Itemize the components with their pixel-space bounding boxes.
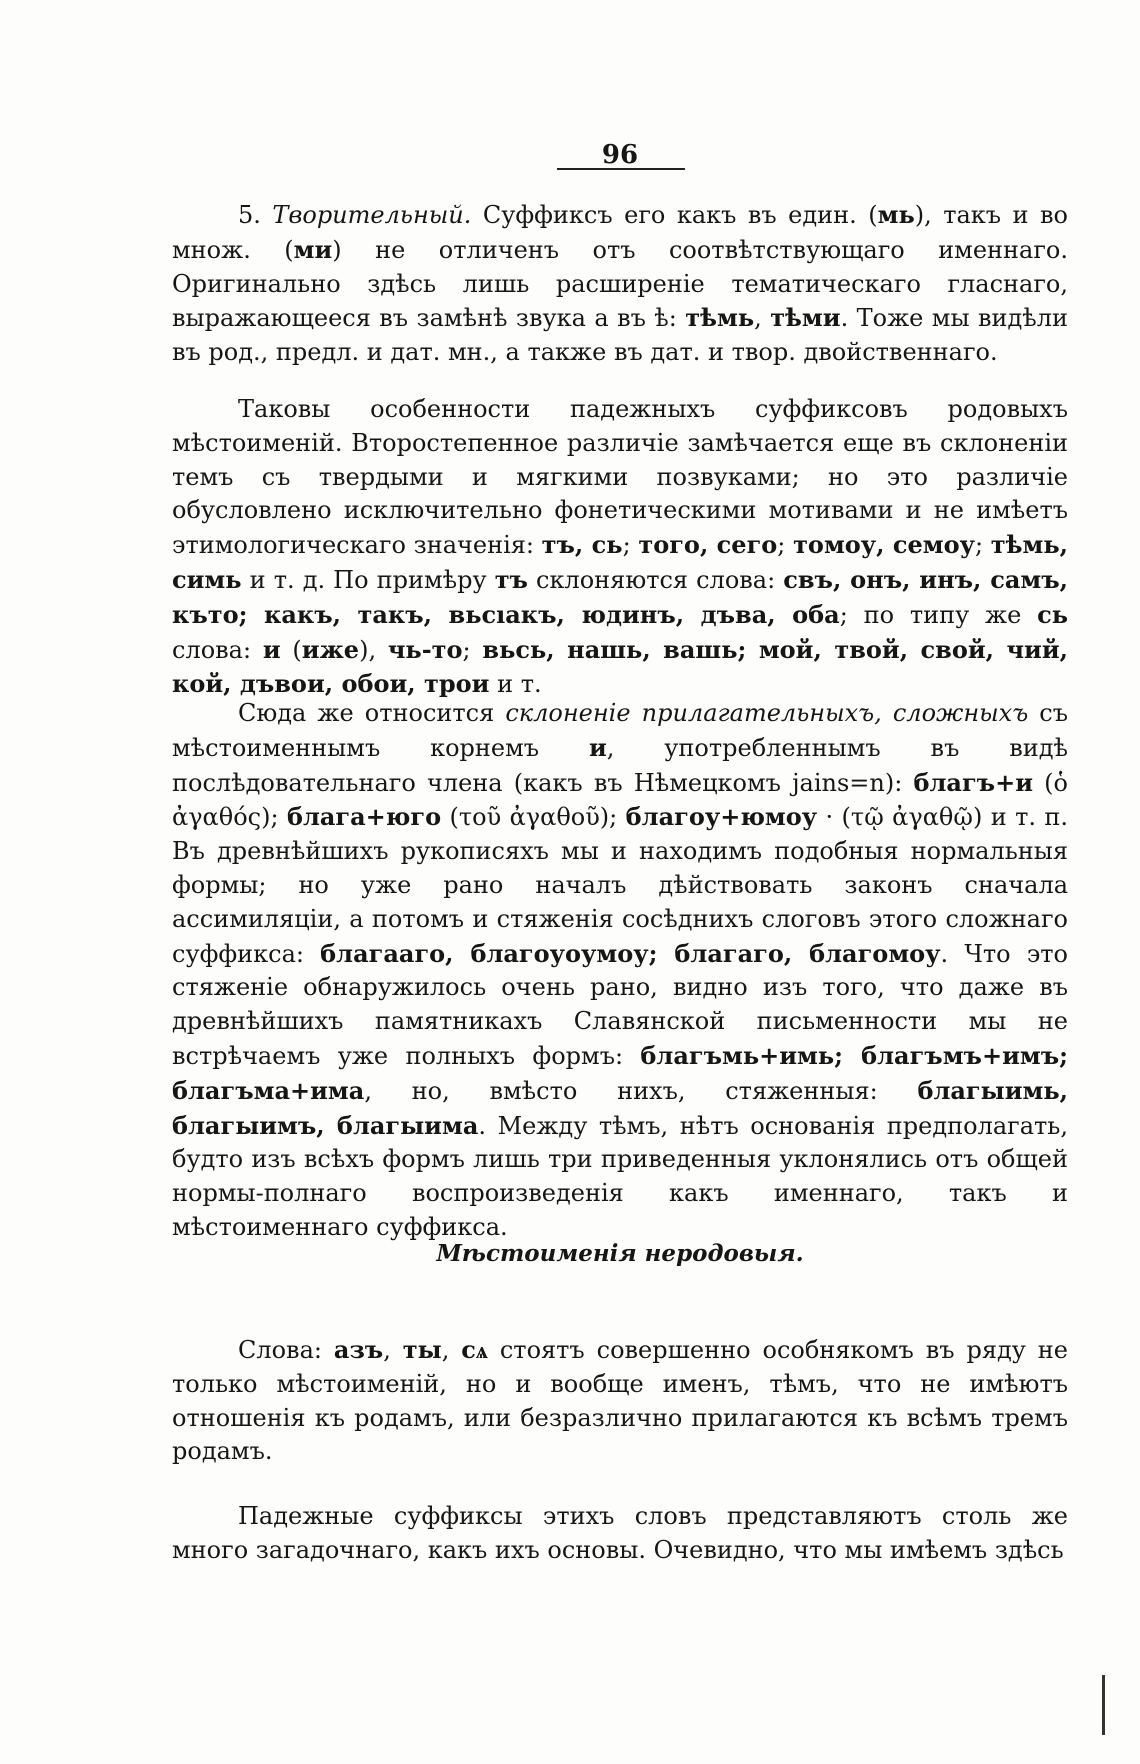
case-title: Творительный. bbox=[272, 201, 472, 229]
word-form: сь bbox=[1037, 599, 1069, 629]
margin-mark bbox=[1102, 1675, 1105, 1735]
word-form: благоу+юмоу bbox=[625, 802, 818, 832]
section-heading: Мѣстоименія неродовыя. bbox=[436, 1240, 804, 1267]
text-run: ; по типу же bbox=[839, 600, 1038, 629]
word-form: благъ+и bbox=[913, 767, 1033, 797]
word-form: тѣмь, симь bbox=[172, 530, 1069, 594]
text-run: ; bbox=[777, 531, 794, 560]
text-run: . Что это стяженіе обнаружилось очень рано, видно изъ того, что даже въ древнѣйшихъ памятникахъ Славянской письменности мы не встрѣчаемъ уже полныхъ формъ: bbox=[172, 939, 1068, 1070]
section-number: 5. bbox=[238, 201, 273, 229]
text-run: ; bbox=[975, 531, 991, 560]
suffix-form: мь bbox=[877, 200, 915, 229]
section-adjectives bbox=[172, 697, 1068, 1245]
text-run: ; bbox=[622, 531, 639, 560]
text-run: , bbox=[441, 1336, 462, 1364]
text-run: ( bbox=[280, 635, 302, 664]
text-run: ), bbox=[359, 635, 388, 664]
paragraph-peculiarities bbox=[172, 393, 1068, 702]
text-run: Падежные суффиксы этихъ словъ представляютъ столь же много загадочнаго, какъ ихъ основы. Очевидно, что мы имѣемъ здѣсь bbox=[172, 1502, 1068, 1564]
word-form: ты bbox=[402, 1335, 442, 1364]
word-form-list: благааго, благоуоумоу; благаго, благомоу bbox=[320, 938, 941, 968]
section-case-suffixes bbox=[172, 1500, 1068, 1568]
text-run: , но, вмѣсто нихъ, стяженныя: bbox=[364, 1076, 918, 1105]
text-run: и т. bbox=[489, 670, 542, 699]
word-form: сѧ bbox=[461, 1335, 488, 1364]
text-run: и т. д. По примѣру bbox=[241, 565, 495, 594]
text-run: ; bbox=[462, 635, 483, 664]
text-run: (ὁ ἀγαθός); bbox=[172, 768, 1068, 832]
text-run: Суффиксъ его какъ въ един. ( bbox=[471, 201, 878, 229]
term-italic: склоненіе прилагательныхъ, сложныхъ bbox=[505, 699, 1029, 727]
section-instrumental bbox=[172, 198, 1068, 370]
paragraph-non-gender bbox=[172, 1333, 1068, 1469]
word-form: томоу, семоу bbox=[793, 530, 976, 560]
text-run: стоятъ совершенно особнякомъ въ ряду не только мѣстоименій, но и вообще именъ, тѣмъ, что не имѣютъ отношенія къ родамъ, или безразлично прилагаются къ всѣмъ тремъ родамъ. bbox=[172, 1336, 1069, 1466]
section-non-gender bbox=[172, 1333, 1068, 1469]
word-form-list: благъмь+имь; благъмъ+имъ; благъма+има bbox=[172, 1040, 1068, 1105]
text-run: , bbox=[754, 304, 771, 333]
text-run: ), такъ и во множ. ( bbox=[172, 201, 1069, 264]
word-form: и bbox=[588, 732, 607, 762]
text-run: ) не отличенъ отъ соотвѣтствующаго именнаго. Оригинально здѣсь лишь расширеніе тематическаго гласнаго, выражающееся въ замѣнѣ звука а въ ѣ: bbox=[172, 235, 1068, 333]
paragraph-instrumental bbox=[172, 198, 1068, 370]
text-run: , bbox=[383, 1336, 403, 1364]
text-run: , употребленнымъ въ видѣ послѣдовательнаго члена (какъ въ Нѣмецкомъ jains=n): bbox=[172, 733, 1068, 797]
paragraph-adjectives bbox=[172, 697, 1068, 1245]
word-form: тѣмь bbox=[685, 303, 755, 333]
text-run: Таковы особенности падежныхъ суффиксовъ родовыхъ мѣстоименій. Второстепенное различіе замѣчается еще въ склоненіи темъ съ твердыми и мягкими позвуками; но это различіе обусловлено исключительно фонетическими мотивами и не имѣетъ этимологическаго значенія: bbox=[172, 395, 1068, 560]
text-run: съ мѣстоименнымъ корнемъ bbox=[172, 699, 1068, 762]
text-run: Слова: bbox=[238, 1336, 334, 1364]
text-run: (τοῦ ἀγαθοῦ); bbox=[441, 803, 626, 832]
text-run: слова: bbox=[172, 635, 263, 664]
word-form: блага+юго bbox=[286, 802, 442, 832]
word-form: тъ, сь bbox=[541, 530, 623, 560]
text-run: Сюда же относится bbox=[238, 699, 506, 727]
word-form: тѣми bbox=[770, 303, 841, 333]
word-form: азъ bbox=[333, 1335, 384, 1364]
word-form: тъ bbox=[494, 564, 528, 594]
word-form: и bbox=[262, 634, 281, 664]
word-form: чь-то bbox=[387, 634, 463, 664]
word-form-list: благыимь, благыимъ, благыима bbox=[172, 1075, 1068, 1140]
word-form-list: вьсь, нашь, вашь; мой, твой, свой, чий, кой, дъвои, обои, трои bbox=[172, 634, 1069, 699]
text-run: . Между тѣмъ, нѣтъ основанія предполагать, будто изъ всѣхъ формъ лишь три приведенныя уклонялись отъ общей нормы-полнаго воспроизведенія какъ именнаго, такъ и мѣстоименнаго суффикса. bbox=[172, 1111, 1068, 1241]
word-form: иже bbox=[301, 634, 360, 664]
text-run: склоняются слова: bbox=[527, 565, 784, 594]
word-form: того, сего bbox=[638, 530, 778, 560]
suffix-form: ми bbox=[293, 234, 333, 264]
text-run: · (τῷ ἀγαθῷ) и т. п. Въ древнѣйшихъ рукописяхъ мы и находимъ подобныя нормальныя формы; но уже рано началъ дѣйствовать законъ сначала ассимиляціи, а потомъ и стяженія сосѣднихъ слоговъ этого сложнаго суффикса: bbox=[172, 803, 1068, 968]
section-peculiarities bbox=[172, 393, 1068, 702]
page-number: 96 bbox=[601, 140, 639, 170]
page-number-rule bbox=[557, 168, 685, 170]
word-form-list: свъ, онъ, инъ, самъ, къто; какъ, такъ, вьсıакъ, юдинъ, дъва, оба bbox=[172, 564, 1068, 629]
paragraph-case-suffixes bbox=[172, 1500, 1068, 1568]
text-run: . Тоже мы видѣли въ род., предл. и дат. мн., а также въ дат. и твор. двойственнаго. bbox=[172, 304, 1068, 367]
